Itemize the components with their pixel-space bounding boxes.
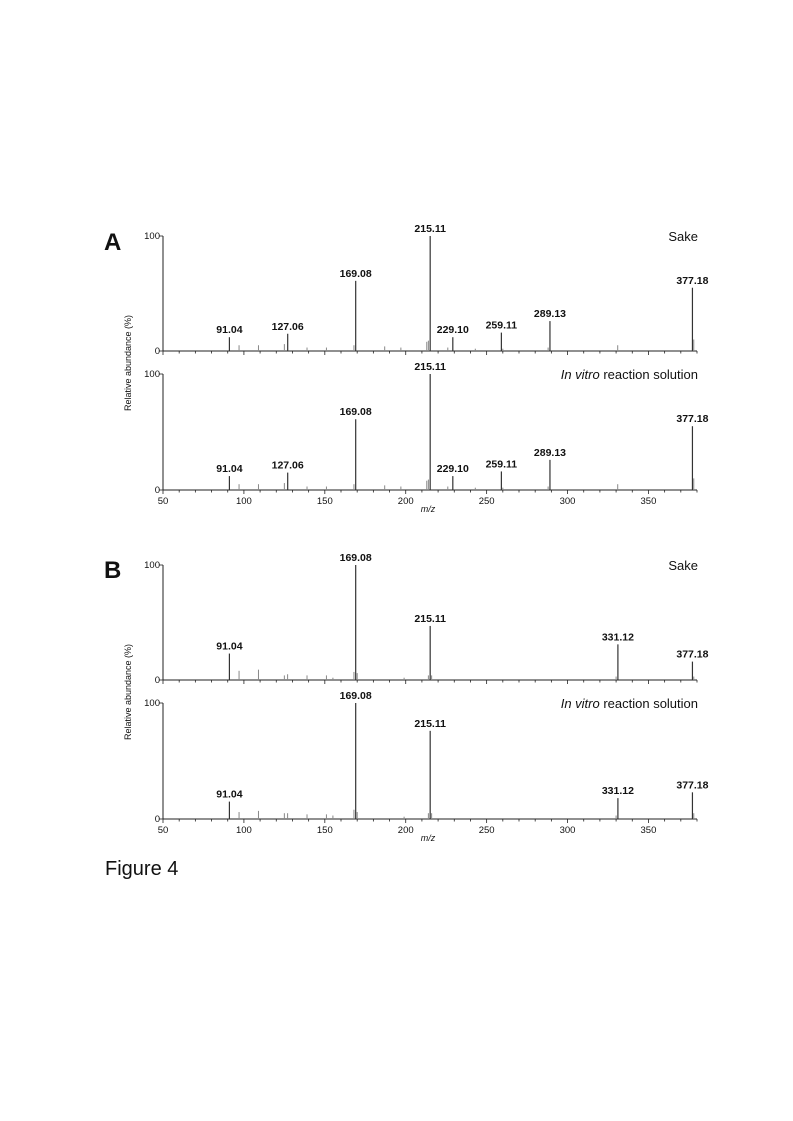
y-tick-label: 100 <box>144 231 160 242</box>
panel-letter: A <box>104 229 122 256</box>
peak-label: 377.18 <box>676 648 709 661</box>
y-axis-title: Relative abundance (%) <box>123 314 133 412</box>
x-tick-label: 350 <box>640 496 657 507</box>
trace-title: Sake <box>668 558 698 573</box>
peak-label: 377.18 <box>676 274 709 287</box>
peak-label: 289.13 <box>533 446 567 459</box>
y-tick-label: 0 <box>154 485 160 496</box>
peak-label: 377.18 <box>676 413 709 426</box>
x-tick-label: 200 <box>397 825 414 836</box>
peak-label: 259.11 <box>485 458 518 471</box>
peak-label: 259.11 <box>485 319 518 332</box>
peak-label: 229.10 <box>436 324 469 337</box>
peak-label: 91.04 <box>216 640 243 653</box>
peak-label: 229.10 <box>436 463 469 476</box>
peak-label: 169.08 <box>339 267 372 280</box>
x-tick-label: 50 <box>157 825 169 836</box>
trace-title: In vitro reaction solution <box>560 367 698 382</box>
peak-label: 331.12 <box>601 631 634 644</box>
y-tick-label: 0 <box>154 675 160 686</box>
peak-label: 215.11 <box>414 361 446 373</box>
x-tick-label: 200 <box>397 496 414 507</box>
peak-label: 127.06 <box>271 320 304 333</box>
panel-b <box>104 552 709 843</box>
panel-letter: B <box>104 557 122 584</box>
peak-label: 91.04 <box>216 788 243 801</box>
x-tick-label: 100 <box>235 825 252 836</box>
x-tick-label: 350 <box>640 825 657 836</box>
y-tick-label: 100 <box>144 698 160 709</box>
figure-caption: Figure 4 <box>105 858 179 880</box>
y-tick-label: 100 <box>144 369 160 380</box>
peak-label: 215.11 <box>414 223 446 235</box>
trace-title: In vitro reaction solution <box>560 696 698 711</box>
peak-label: 169.08 <box>339 406 372 419</box>
spectra-panels <box>104 223 709 843</box>
peak-label: 169.08 <box>339 690 372 702</box>
peak-label: 331.12 <box>601 785 634 798</box>
x-tick-label: 50 <box>157 496 169 507</box>
y-tick-label: 0 <box>154 814 160 825</box>
peak-label: 169.08 <box>339 552 372 564</box>
x-tick-label: 300 <box>559 825 576 836</box>
y-tick-label: 100 <box>144 560 160 571</box>
spectrum-trace <box>144 690 709 825</box>
x-tick-label: 150 <box>316 496 333 507</box>
x-tick-label: 250 <box>478 496 495 507</box>
trace-title: Sake <box>668 229 698 244</box>
spectrum-trace <box>144 552 709 686</box>
y-axis-title: Relative abundance (%) <box>123 643 133 741</box>
spectrum-trace <box>144 223 709 357</box>
x-tick-label: 300 <box>559 496 576 507</box>
peak-label: 91.04 <box>216 324 243 337</box>
panel-a <box>104 223 709 514</box>
x-axis-title: m/z <box>420 504 436 514</box>
y-tick-label: 0 <box>154 346 160 357</box>
peak-label: 377.18 <box>676 779 709 792</box>
peak-label: 289.13 <box>533 308 567 321</box>
peak-label: 215.11 <box>414 612 446 625</box>
peak-label: 215.11 <box>414 717 446 730</box>
x-tick-label: 150 <box>316 825 333 836</box>
peak-label: 91.04 <box>216 463 243 476</box>
x-tick-label: 250 <box>478 825 495 836</box>
x-tick-label: 100 <box>235 496 252 507</box>
spectrum-trace <box>144 361 709 496</box>
x-axis-title: m/z <box>420 833 436 843</box>
peak-label: 127.06 <box>271 459 304 472</box>
